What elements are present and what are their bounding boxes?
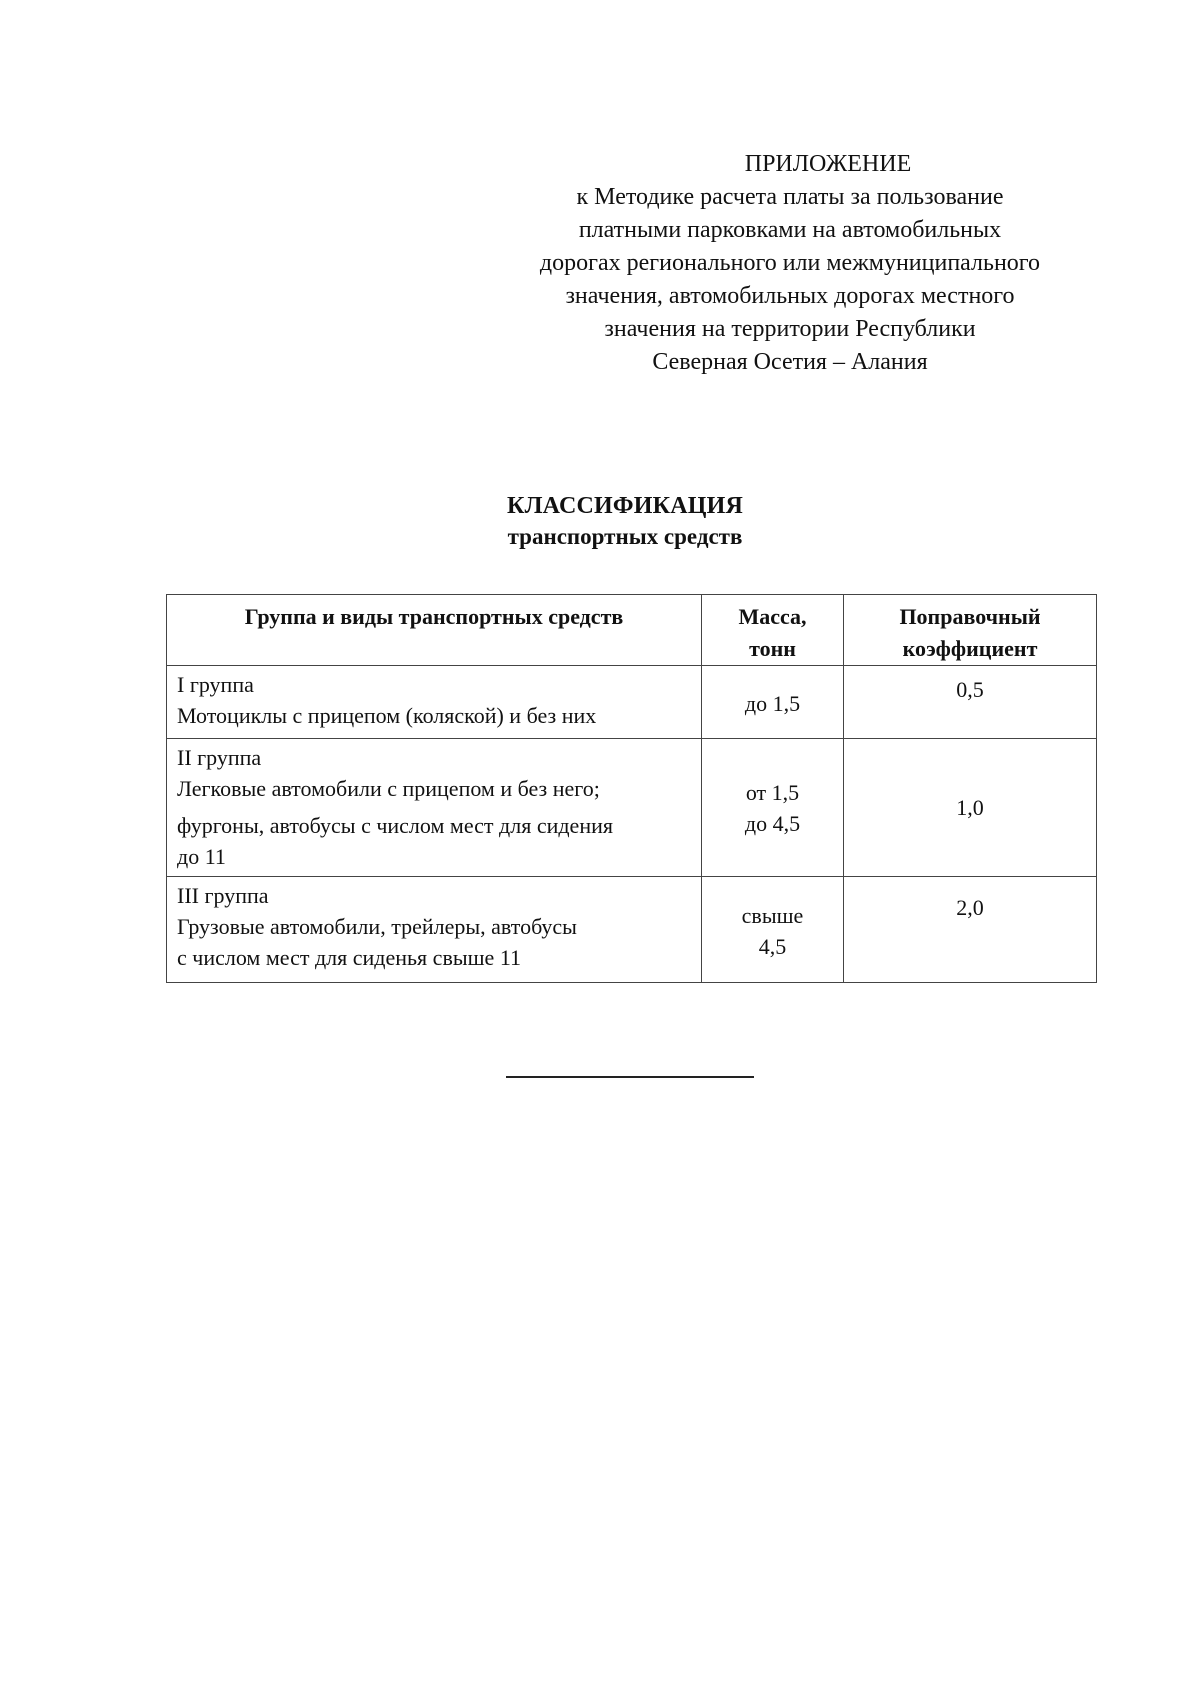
group-name: III группа xyxy=(177,883,269,908)
end-divider-line xyxy=(506,1076,754,1078)
appendix-line: к Методике расчета платы за пользование xyxy=(576,184,1004,210)
mass-cell xyxy=(702,739,844,877)
group-description-line: с числом мест для сиденья свыше 11 xyxy=(177,945,521,970)
coefficient-cell xyxy=(844,666,1097,739)
group-cell xyxy=(167,739,702,877)
header-coefficient-line: коэффициент xyxy=(902,636,1038,661)
group-name: I группа xyxy=(177,672,254,697)
title-subtitle: транспортных средств xyxy=(507,524,743,549)
mass-value: от 1,5 xyxy=(745,779,800,805)
coefficient-cell xyxy=(844,877,1097,983)
mass-value: до 1,5 xyxy=(744,691,801,716)
title-main: КЛАССИФИКАЦИЯ xyxy=(506,493,744,519)
group-description-line: Легковые автомобили с прицепом и без него; xyxy=(177,776,600,801)
header-coefficient-line: Поправочный xyxy=(899,604,1041,629)
group-description-line: фургоны, автобусы с числом мест для сидения xyxy=(177,813,613,838)
appendix-line: платными парковками на автомобильных xyxy=(578,217,1002,243)
header-mass xyxy=(702,595,844,666)
group-description-line: до 11 xyxy=(177,844,226,869)
group-cell xyxy=(167,666,702,739)
coefficient-value: 2,0 xyxy=(956,895,984,920)
appendix-block xyxy=(520,148,1060,379)
header-group xyxy=(167,595,702,666)
mass-value: до 4,5 xyxy=(744,810,801,836)
header-group-label: Группа и виды транспортных средств xyxy=(244,604,624,629)
mass-cell xyxy=(702,666,844,739)
coefficient-value: 1,0 xyxy=(956,795,984,820)
group-description-line: Мотоциклы с прицепом (коляской) и без них xyxy=(177,703,597,728)
table-row xyxy=(167,666,1097,739)
document-title xyxy=(390,490,860,552)
group-cell xyxy=(167,877,702,983)
appendix-line: значения, автомобильных дорогах местного xyxy=(565,283,1015,309)
group-description-line: Грузовые автомобили, трейлеры, автобусы xyxy=(177,914,577,939)
mass-value: свыше xyxy=(741,903,804,928)
group-name: II группа xyxy=(177,745,262,770)
appendix-line: значения на территории Республики xyxy=(604,316,976,342)
header-coefficient xyxy=(844,595,1097,666)
mass-cell xyxy=(702,877,844,983)
header-mass-line: Масса, xyxy=(738,604,807,629)
coefficient-value: 0,5 xyxy=(956,677,984,702)
appendix-line: Северная Осетия – Алания xyxy=(652,349,928,375)
vehicle-classification-table xyxy=(166,594,1097,983)
table-row xyxy=(167,877,1097,983)
appendix-line: дорогах регионального или межмуниципального xyxy=(539,250,1041,276)
coefficient-cell xyxy=(844,739,1097,877)
table-row xyxy=(167,739,1097,877)
header-mass-line: тонн xyxy=(749,636,796,661)
table-header-row xyxy=(167,595,1097,666)
mass-value: 4,5 xyxy=(758,934,787,959)
appendix-heading: ПРИЛОЖЕНИЕ xyxy=(744,151,912,177)
